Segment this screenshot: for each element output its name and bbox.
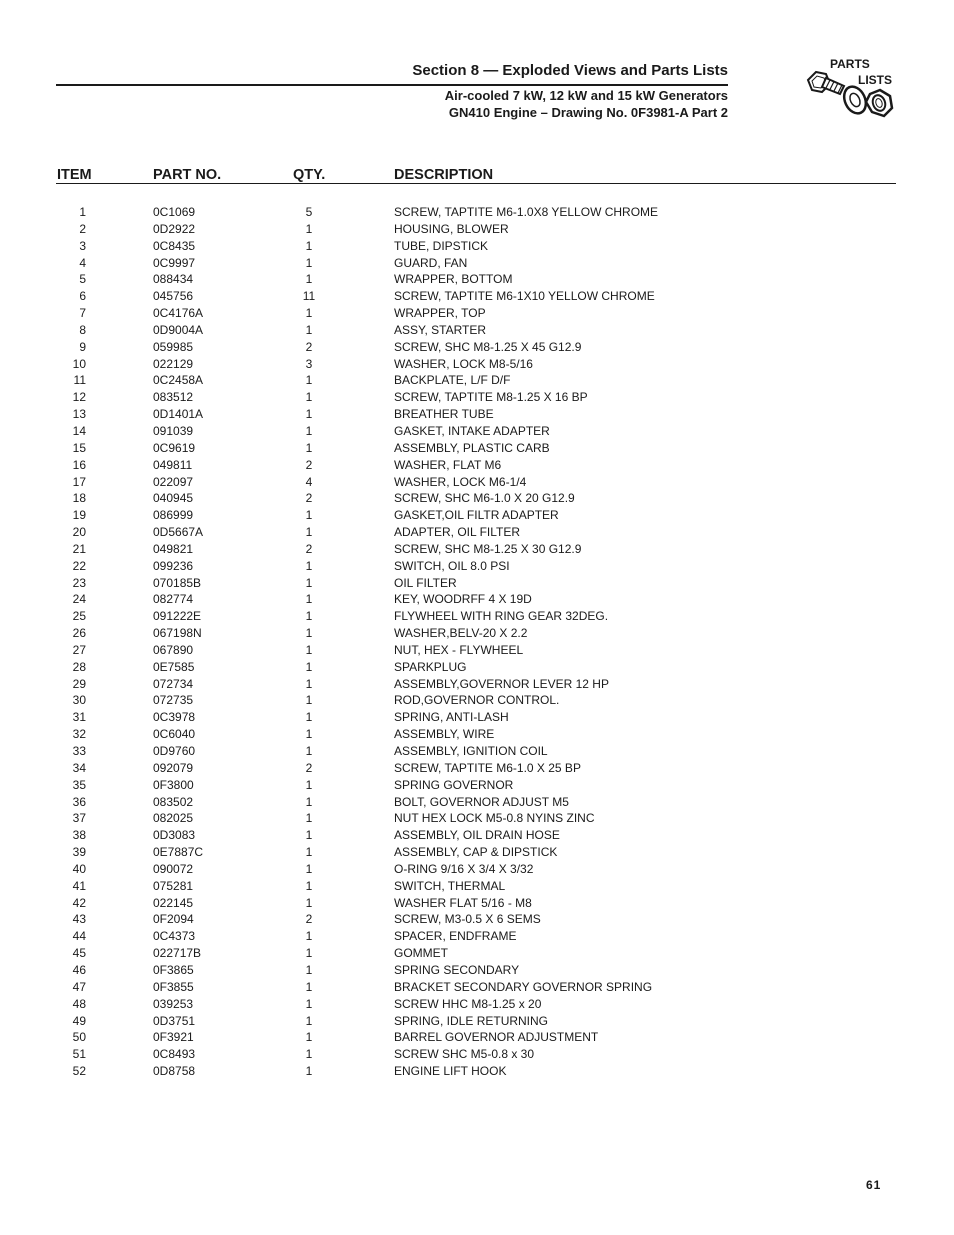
description: WASHER, LOCK M6-1/4	[394, 474, 527, 489]
description: SCREW SHC M5-0.8 x 30	[394, 1047, 535, 1062]
description: WRAPPER, TOP	[394, 306, 486, 321]
part-number: 022129	[153, 356, 194, 371]
description: GOMMET	[394, 946, 448, 961]
part-number: 0F3865	[153, 962, 194, 977]
part-number: 0C1069	[153, 205, 196, 219]
part-number: 083502	[153, 794, 194, 809]
item-number: 30	[72, 693, 86, 708]
column-header-rule	[56, 183, 896, 184]
item-number: 11	[73, 373, 86, 388]
table-row	[0, 406, 954, 423]
description: SWITCH, OIL 8.0 PSI	[394, 558, 510, 573]
quantity: 1	[305, 390, 313, 405]
item-number: 12	[72, 390, 86, 405]
part-number: 045756	[153, 289, 194, 304]
description: SPARKPLUG	[394, 659, 467, 674]
part-number: 0C8435	[153, 238, 196, 253]
quantity: 1	[305, 727, 313, 742]
quantity: 2	[305, 912, 313, 927]
table-row	[0, 996, 954, 1013]
part-number: 0F2094	[153, 912, 194, 927]
part-number: 059985	[153, 339, 194, 354]
part-number: 040945	[153, 491, 194, 506]
quantity: 3	[305, 356, 313, 371]
table-row	[0, 457, 954, 474]
description: ASSEMBLY,GOVERNOR LEVER 12 HP	[394, 676, 609, 691]
logo-text-lists: LISTS	[858, 73, 893, 87]
table-row	[0, 844, 954, 861]
quantity: 1	[305, 1064, 313, 1079]
quantity: 1	[305, 929, 313, 944]
parts-lists-logo	[800, 52, 900, 132]
item-number: 35	[72, 777, 86, 792]
table-row	[0, 962, 954, 979]
part-number: 0C9619	[153, 440, 196, 455]
description: KEY, WOODRFF 4 X 19D	[394, 592, 532, 607]
quantity: 4	[305, 474, 313, 489]
part-number: 092079	[153, 760, 194, 775]
quantity: 1	[305, 895, 313, 910]
item-number: 6	[79, 289, 86, 304]
description: ENGINE LIFT HOOK	[394, 1064, 507, 1079]
quantity: 1	[305, 946, 313, 961]
item-number: 17	[72, 474, 86, 489]
item-number: 9	[79, 339, 86, 354]
description: SPRING SECONDARY	[394, 962, 520, 977]
part-number: 075281	[153, 878, 194, 893]
part-number: 022097	[153, 474, 194, 489]
part-number: 049821	[153, 541, 194, 556]
description: HOUSING, BLOWER	[394, 221, 509, 236]
description: TUBE, DIPSTICK	[394, 238, 489, 253]
item-number: 18	[72, 491, 86, 506]
part-number: 0D1401A	[153, 407, 204, 422]
item-number: 50	[72, 1030, 86, 1045]
item-number: 2	[79, 221, 86, 236]
part-number: 0E7585	[153, 659, 195, 674]
item-number: 20	[72, 525, 86, 540]
table-row	[0, 608, 954, 625]
quantity: 2	[305, 541, 313, 556]
description: SPRING, IDLE RETURNING	[394, 1013, 549, 1028]
quantity: 1	[305, 1047, 313, 1062]
table-row	[0, 945, 954, 962]
quantity: 1	[305, 693, 313, 708]
description: GUARD, FAN	[394, 255, 468, 270]
column-header-description: DESCRIPTION	[394, 167, 494, 183]
table-row	[0, 558, 954, 575]
item-number: 42	[72, 895, 86, 910]
subtitle-line1: Air-cooled 7 kW, 12 kW and 15 kW Generators	[444, 88, 728, 103]
quantity: 1	[305, 558, 313, 573]
table-row	[0, 541, 954, 558]
part-number: 099236	[153, 558, 194, 573]
part-number: 090072	[153, 861, 194, 876]
table-row	[0, 1013, 954, 1030]
item-number: 38	[72, 828, 86, 843]
quantity: 2	[305, 339, 313, 354]
part-number: 070185B	[153, 575, 202, 590]
description: WASHER FLAT 5/16 - M8	[394, 895, 532, 910]
item-number: 41	[72, 878, 86, 893]
table-row	[0, 204, 954, 221]
column-header-part-no: PART NO.	[153, 167, 222, 183]
quantity: 1	[305, 255, 313, 270]
item-number: 13	[72, 407, 86, 422]
table-row	[0, 743, 954, 760]
table-row	[0, 221, 954, 238]
quantity: 11	[302, 289, 316, 304]
part-number: 0C4373	[153, 929, 196, 944]
item-number: 26	[72, 626, 86, 641]
description: SPACER, ENDFRAME	[394, 929, 517, 944]
part-number: 0D9004A	[153, 322, 204, 337]
part-number: 0F3800	[153, 777, 194, 792]
table-row	[0, 895, 954, 912]
table-row	[0, 1046, 954, 1063]
description: NUT HEX LOCK M5-0.8 NYINS ZINC	[394, 811, 595, 826]
part-number: 022145	[153, 895, 194, 910]
quantity: 1	[305, 423, 313, 438]
quantity: 2	[305, 760, 313, 775]
item-number: 24	[72, 592, 86, 607]
table-row	[0, 356, 954, 373]
table-row	[0, 692, 954, 709]
table-row	[0, 760, 954, 777]
table-row	[0, 827, 954, 844]
quantity: 1	[305, 373, 313, 388]
item-number: 43	[72, 912, 86, 927]
part-number: 0C2458A	[153, 373, 204, 388]
part-number: 022717B	[153, 946, 202, 961]
description: GASKET, INTAKE ADAPTER	[394, 423, 550, 438]
item-number: 48	[72, 996, 86, 1011]
part-number: 0F3855	[153, 979, 194, 994]
part-number: 039253	[153, 996, 194, 1011]
section-title: Section 8 — Exploded Views and Parts Lists	[412, 62, 728, 79]
table-row	[0, 474, 954, 491]
part-number: 083512	[153, 390, 194, 405]
item-number: 1	[79, 205, 86, 219]
quantity: 1	[305, 575, 313, 590]
part-number: 0D8758	[153, 1064, 196, 1079]
item-number: 3	[79, 238, 86, 253]
table-row	[0, 810, 954, 827]
part-number: 0E7887C	[153, 845, 204, 860]
part-number: 082774	[153, 592, 194, 607]
description: BARREL GOVERNOR ADJUSTMENT	[394, 1030, 599, 1045]
table-row	[0, 1063, 954, 1080]
item-number: 32	[72, 727, 86, 742]
part-number: 0C6040	[153, 727, 196, 742]
table-row	[0, 911, 954, 928]
item-number: 5	[79, 272, 86, 287]
quantity: 1	[305, 710, 313, 725]
table-row	[0, 777, 954, 794]
description: BACKPLATE, L/F D/F	[394, 373, 511, 388]
description: ASSEMBLY, PLASTIC CARB	[394, 440, 550, 455]
quantity: 1	[305, 878, 313, 893]
table-row	[0, 659, 954, 676]
table-row	[0, 726, 954, 743]
table-row	[0, 238, 954, 255]
quantity: 2	[305, 491, 313, 506]
item-number: 15	[72, 440, 86, 455]
quantity: 1	[305, 659, 313, 674]
description: NUT, HEX - FLYWHEEL	[394, 642, 524, 657]
description: SCREW HHC M8-1.25 x 20	[394, 996, 542, 1011]
description: ADAPTER, OIL FILTER	[394, 525, 521, 540]
quantity: 1	[305, 642, 313, 657]
item-number: 37	[72, 811, 86, 826]
description: ASSEMBLY, WIRE	[394, 727, 495, 742]
quantity: 1	[305, 962, 313, 977]
part-number: 086999	[153, 508, 194, 523]
quantity: 1	[305, 592, 313, 607]
table-row	[0, 591, 954, 608]
item-number: 19	[72, 508, 86, 523]
item-number: 16	[72, 457, 86, 472]
table-row	[0, 440, 954, 457]
logo-text-parts: PARTS	[830, 57, 870, 71]
description: OIL FILTER	[394, 575, 457, 590]
table-row	[0, 490, 954, 507]
item-number: 40	[72, 861, 86, 876]
quantity: 1	[305, 322, 313, 337]
quantity: 1	[305, 1013, 313, 1028]
table-row	[0, 709, 954, 726]
part-number: 0C3978	[153, 710, 196, 725]
description: SCREW, M3-0.5 X 6 SEMS	[394, 912, 541, 927]
quantity: 1	[305, 996, 313, 1011]
quantity: 1	[305, 828, 313, 843]
description: ASSY, STARTER	[394, 322, 487, 337]
description: BREATHER TUBE	[394, 407, 494, 422]
description: SPRING, ANTI-LASH	[394, 710, 509, 725]
item-number: 21	[72, 541, 86, 556]
quantity: 5	[305, 205, 313, 219]
table-row	[0, 389, 954, 406]
table-row	[0, 524, 954, 541]
quantity: 1	[305, 609, 313, 624]
description: SWITCH, THERMAL	[394, 878, 506, 893]
quantity: 1	[305, 407, 313, 422]
item-number: 22	[72, 558, 86, 573]
part-number: 067890	[153, 642, 194, 657]
item-number: 51	[72, 1047, 86, 1062]
page-number: 61	[866, 1178, 882, 1192]
description: SCREW, TAPTITE M6-1X10 YELLOW CHROME	[394, 289, 655, 304]
quantity: 1	[305, 676, 313, 691]
item-number: 10	[72, 356, 86, 371]
table-row	[0, 861, 954, 878]
description: O-RING 9/16 X 3/4 X 3/32	[394, 861, 534, 876]
item-number: 46	[72, 962, 86, 977]
part-number: 072735	[153, 693, 194, 708]
item-number: 28	[72, 659, 86, 674]
part-number: 067198N	[153, 626, 202, 641]
quantity: 1	[305, 845, 313, 860]
parts-table	[0, 204, 954, 1080]
part-number: 0C8493	[153, 1047, 196, 1062]
table-row	[0, 288, 954, 305]
part-number: 0D5667A	[153, 525, 204, 540]
item-number: 34	[72, 760, 86, 775]
description: GASKET,OIL FILTR ADAPTER	[394, 508, 559, 523]
part-number: 088434	[153, 272, 194, 287]
item-number: 7	[79, 306, 86, 321]
part-number: 0D3751	[153, 1013, 196, 1028]
quantity: 1	[305, 238, 313, 253]
description: SCREW, SHC M6-1.0 X 20 G12.9	[394, 491, 575, 506]
table-row	[0, 305, 954, 322]
item-number: 33	[72, 744, 86, 758]
description: BRACKET SECONDARY GOVERNOR SPRING	[394, 979, 653, 994]
quantity: 1	[305, 272, 313, 287]
item-number: 36	[72, 794, 86, 809]
description: ROD,GOVERNOR CONTROL.	[394, 693, 560, 708]
table-row	[0, 322, 954, 339]
quantity: 1	[305, 744, 313, 758]
table-row	[0, 271, 954, 288]
description: WASHER, LOCK M8-5/16	[394, 356, 533, 371]
table-row	[0, 372, 954, 389]
part-number: 049811	[153, 457, 193, 472]
quantity: 1	[305, 811, 313, 826]
table-row	[0, 794, 954, 811]
part-number: 091222E	[153, 609, 202, 624]
part-number: 0D9760	[153, 744, 196, 758]
table-row	[0, 255, 954, 272]
table-row	[0, 1029, 954, 1046]
item-number: 25	[72, 609, 86, 624]
item-number: 23	[72, 575, 86, 590]
description: WRAPPER, BOTTOM	[394, 272, 513, 287]
item-number: 49	[72, 1013, 86, 1028]
quantity: 1	[305, 440, 313, 455]
quantity: 1	[305, 794, 313, 809]
description: ASSEMBLY, IGNITION COIL	[394, 744, 548, 758]
subtitle-line2: GN410 Engine – Drawing No. 0F3981-A Part 2	[448, 105, 728, 120]
description: BOLT, GOVERNOR ADJUST M5	[394, 794, 569, 809]
description: FLYWHEEL WITH RING GEAR 32DEG.	[394, 609, 609, 624]
item-number: 27	[72, 642, 86, 657]
description: SPRING GOVERNOR	[394, 777, 514, 792]
description: SCREW, TAPTITE M6-1.0X8 YELLOW CHROME	[394, 205, 659, 219]
quantity: 1	[305, 777, 313, 792]
item-number: 14	[72, 423, 86, 438]
item-number: 47	[72, 979, 86, 994]
quantity: 1	[305, 1030, 313, 1045]
table-row	[0, 339, 954, 356]
part-number: 0D2922	[153, 221, 196, 236]
item-number: 52	[72, 1064, 86, 1079]
quantity: 1	[305, 979, 313, 994]
description: WASHER, FLAT M6	[394, 457, 502, 472]
item-number: 45	[72, 946, 86, 961]
description: SCREW, SHC M8-1.25 X 30 G12.9	[394, 541, 582, 556]
description: ASSEMBLY, CAP & DIPSTICK	[394, 845, 558, 860]
item-number: 39	[72, 845, 86, 860]
table-row	[0, 979, 954, 996]
quantity: 1	[305, 306, 313, 321]
table-row	[0, 507, 954, 524]
part-number: 082025	[153, 811, 194, 826]
table-row	[0, 423, 954, 440]
header-rule	[56, 84, 728, 86]
part-number: 072734	[153, 676, 194, 691]
description: SCREW, SHC M8-1.25 X 45 G12.9	[394, 339, 582, 354]
item-number: 29	[72, 676, 86, 691]
quantity: 1	[305, 626, 313, 641]
description: ASSEMBLY, OIL DRAIN HOSE	[394, 828, 560, 843]
quantity: 2	[305, 457, 313, 472]
quantity: 1	[305, 861, 313, 876]
part-number: 091039	[153, 423, 194, 438]
column-header-qty: QTY.	[293, 167, 326, 183]
part-number: 0C4176A	[153, 306, 204, 321]
quantity: 1	[305, 221, 313, 236]
table-row	[0, 575, 954, 592]
part-number: 0F3921	[153, 1030, 194, 1045]
item-number: 31	[72, 710, 86, 725]
table-row	[0, 642, 954, 659]
table-row	[0, 878, 954, 895]
item-number: 44	[72, 929, 86, 944]
part-number: 0C9997	[153, 255, 196, 270]
column-header-item: ITEM	[57, 167, 92, 183]
description: WASHER,BELV-20 X 2.2	[394, 626, 528, 641]
table-row	[0, 676, 954, 693]
table-row	[0, 928, 954, 945]
table-row	[0, 625, 954, 642]
item-number: 4	[79, 255, 86, 270]
quantity: 1	[305, 525, 313, 540]
description: SCREW, TAPTITE M6-1.0 X 25 BP	[394, 760, 581, 775]
quantity: 1	[305, 508, 313, 523]
part-number: 0D3083	[153, 828, 196, 843]
description: SCREW, TAPTITE M8-1.25 X 16 BP	[394, 390, 588, 405]
item-number: 8	[79, 322, 86, 337]
